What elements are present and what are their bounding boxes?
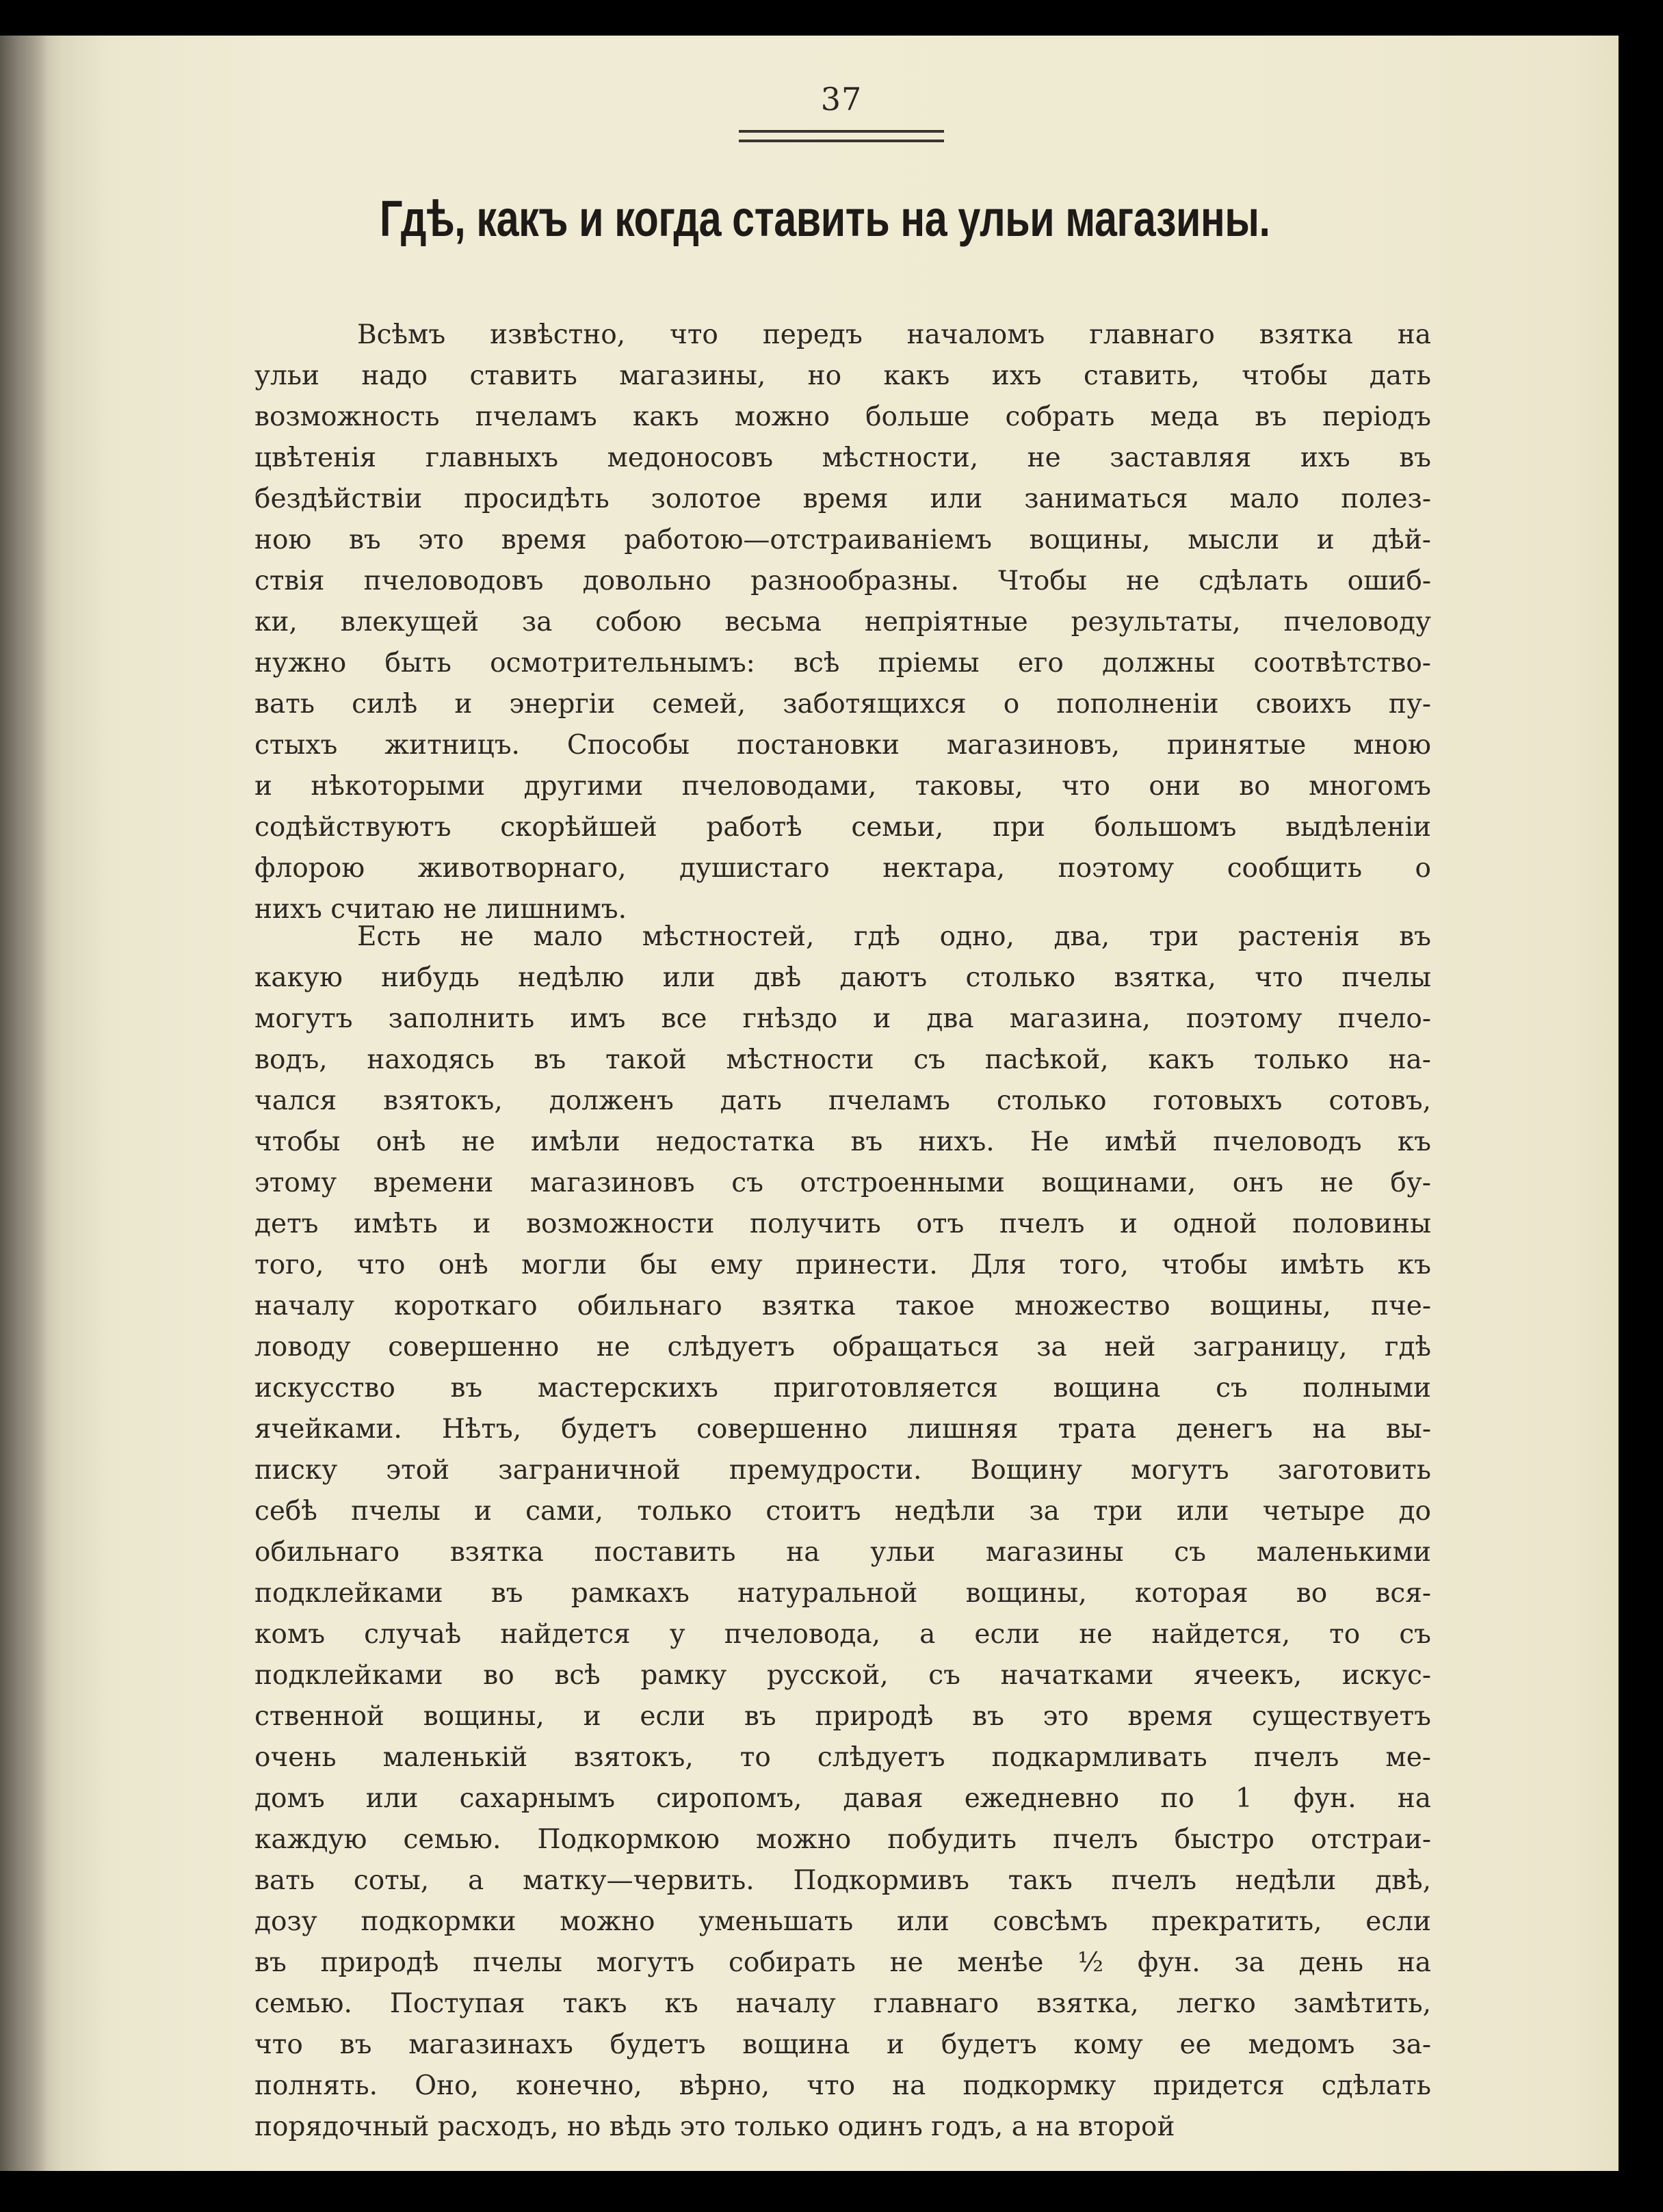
text-line: ною въ это время работою—отстраиваніемъ вощины, мысли и дѣй-: [254, 525, 1431, 555]
text-line: комъ случаѣ найдется у пчеловода, а если не найдется, то съ: [254, 1619, 1431, 1650]
text-line: что въ магазинахъ будетъ вощина и будетъ кому ее медомъ за-: [254, 2029, 1431, 2060]
text-line: вать силѣ и энергіи семей, заботящихся о пополненіи своихъ пу-: [254, 689, 1431, 720]
page-number: 37: [820, 81, 863, 118]
text-line: чтобы онѣ не имѣли недостатка въ нихъ. Не имѣй пчеловодъ къ: [254, 1127, 1431, 1157]
text-line: искусство въ мастерскихъ приготовляется вощина съ полными: [254, 1373, 1431, 1404]
text-line: нихъ считаю не лишнимъ.: [254, 894, 627, 925]
text-line: порядочный расходъ, но вѣдь это только одинъ годъ, а на второй: [254, 2111, 1175, 2142]
paragraph-1: [254, 315, 1431, 930]
text-line: водъ, находясь въ такой мѣстности съ пасѣкой, какъ только на-: [254, 1044, 1431, 1075]
text-line: подклейками во всѣ рамку русской, съ начатками ячеекъ, искус-: [254, 1660, 1431, 1691]
paragraph-2: [254, 917, 1431, 2148]
text-line: полнять. Оно, конечно, вѣрно, что на подкормку придется сдѣлать: [254, 2070, 1431, 2101]
text-line: ки, влекущей за собою весьма непріятные результаты, пчеловоду: [254, 607, 1431, 637]
text-line: чался взятокъ, долженъ дать пчеламъ столько готовыхъ сотовъ,: [254, 1085, 1431, 1116]
text-line: дозу подкормки можно уменьшать или совсѣмъ прекратить, если: [254, 1906, 1431, 1937]
text-line: того, что онѣ могли бы ему принести. Для того, чтобы имѣть къ: [254, 1250, 1431, 1280]
text-line: и нѣкоторыми другими пчеловодами, таковы, что они во многомъ: [254, 771, 1431, 802]
text-line: цвѣтенія главныхъ медоносовъ мѣстности, не заставляя ихъ въ: [254, 443, 1431, 473]
text-line: вать соты, а матку—червить. Подкормивъ такъ пчелъ недѣли двѣ,: [254, 1865, 1431, 1896]
text-line: стыхъ житницъ. Способы постановки магазиновъ, принятые мною: [254, 730, 1431, 761]
scan-border: [1619, 36, 1663, 2171]
text-line: каждую семью. Подкормкою можно побудить пчелъ быстро отстраи-: [254, 1824, 1431, 1855]
text-line: возможность пчеламъ какъ можно больше собрать меда въ періодъ: [254, 401, 1431, 432]
text-line: этому времени магазиновъ съ отстроенными вощинами, онъ не бу-: [254, 1168, 1431, 1198]
text-line: домъ или сахарнымъ сиропомъ, давая ежедневно по 1 фун. на: [254, 1783, 1431, 1814]
header-rule-bottom: [739, 140, 944, 142]
text-line: ульи надо ставить магазины, но какъ ихъ ставить, чтобы дать: [254, 360, 1431, 391]
text-line: флорою животворнаго, душистаго нектара, поэтому сообщить о: [254, 853, 1431, 884]
text-line: семью. Поступая такъ къ началу главнаго взятка, легко замѣтить,: [254, 1988, 1431, 2019]
text-line: детъ имѣть и возможности получить отъ пчелъ и одной половины: [254, 1209, 1431, 1239]
text-line: началу короткаго обильнаго взятка такое множество вощины, пче-: [254, 1291, 1431, 1321]
chapter-title: Гдѣ, какъ и когда ставить на ульи магазины.: [380, 190, 1270, 247]
text-line: обильнаго взятка поставить на ульи магазины съ маленькими: [254, 1537, 1431, 1568]
text-line: Всѣмъ извѣстно, что передъ началомъ главнаго взятка на: [357, 319, 1431, 350]
text-line: какую нибудь недѣлю или двѣ даютъ столько взятка, что пчелы: [254, 962, 1431, 993]
text-line: бездѣйствіи просидѣть золотое время или заниматься мало полез-: [254, 484, 1431, 514]
text-line: ячейками. Нѣтъ, будетъ совершенно лишняя трата денегъ на вы-: [254, 1414, 1431, 1445]
text-line: подклейками въ рамкахъ натуральной вощины, которая во вся-: [254, 1578, 1431, 1609]
text-line: могутъ заполнить имъ все гнѣздо и два магазина, поэтому пчело-: [254, 1003, 1431, 1034]
text-line: ловоду совершенно не слѣдуетъ обращаться за ней заграницу, гдѣ: [254, 1332, 1431, 1362]
text-line: Есть не мало мѣстностей, гдѣ одно, два, три растенія въ: [357, 921, 1431, 952]
text-line: очень маленькій взятокъ, то слѣдуетъ подкармливать пчелъ ме-: [254, 1742, 1431, 1773]
text-line: въ природѣ пчелы могутъ собирать не менѣе ½ фун. за день на: [254, 1947, 1431, 1978]
header-rule-top: [739, 130, 944, 133]
text-line: содѣйствуютъ скорѣйшей работѣ семьи, при большомъ выдѣленіи: [254, 812, 1431, 843]
text-line: себѣ пчелы и сами, только стоитъ недѣли за три или четыре до: [254, 1496, 1431, 1527]
text-line: ствія пчеловодовъ довольно разнообразны. Чтобы не сдѣлать ошиб-: [254, 566, 1431, 596]
book-spine-shadow: [0, 36, 48, 2171]
text-line: нужно быть осмотрительнымъ: всѣ пріемы его должны соотвѣтство-: [254, 648, 1431, 679]
text-line: ственной вощины, и если въ природѣ въ это время существуетъ: [254, 1701, 1431, 1732]
text-line: писку этой заграничной премудрости. Вощину могутъ заготовить: [254, 1455, 1431, 1486]
